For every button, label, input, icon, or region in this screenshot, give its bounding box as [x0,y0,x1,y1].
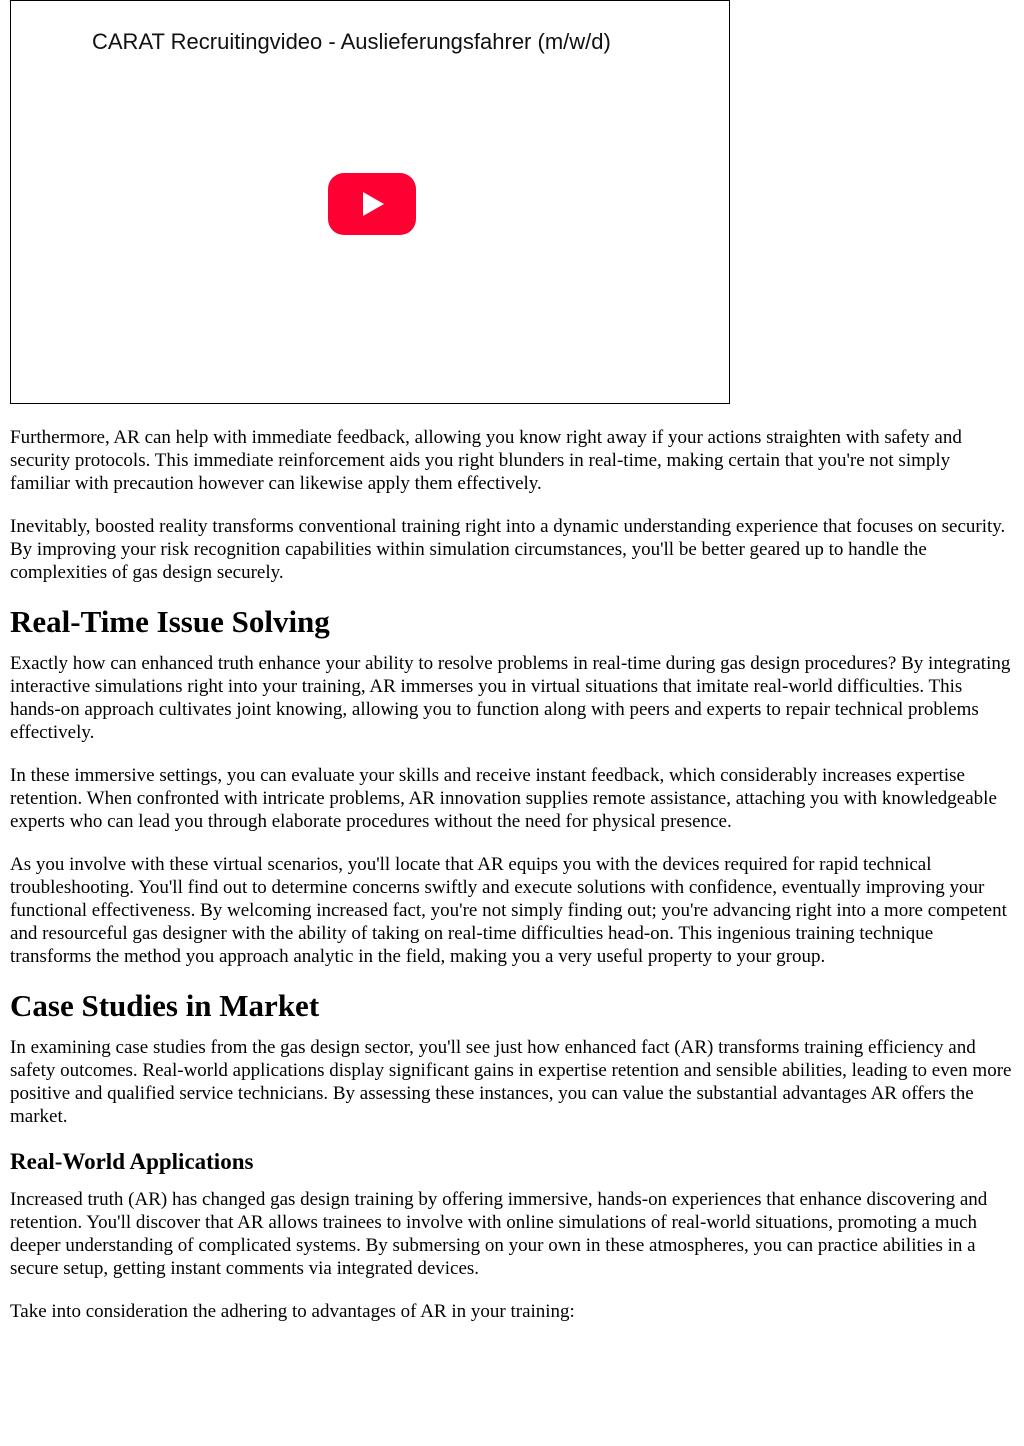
paragraph: In these immersive settings, you can evaluate your skills and receive instant feedback, which considerably increases expertise retention. When confronted with intricate problems, AR innovation supplies remote assistance, attaching you with knowledgeable experts who can lead you through elaborate procedures without the need for physical presence. [10,765,997,832]
section-heading: Real-Time Issue Solving [10,604,330,639]
paragraph: In examining case studies from the gas design sector, you'll see just how enhanced fact (AR) transforms training efficiency and safety outcomes. Real-world applications display significant gains in expertise retention and sensible abilities, leading to even more positive and qualified service technicians. By assessing these instances, you can value the substantial advantages AR offers the market. [10,1037,1012,1127]
video-embed[interactable] [10,0,730,404]
video-title[interactable]: CARAT Recruitingvideo - Auslieferungsfahrer (m/w/d) [92,29,611,54]
paragraph: Inevitably, boosted reality transforms conventional training right into a dynamic understanding experience that focuses on security. By improving your risk recognition capabilities within simulation circumstances, you'll be better geared up to handle the complexities of gas design securely. [10,516,1006,583]
paragraph: Furthermore, AR can help with immediate feedback, allowing you know right away if your actions straighten with safety and security protocols. This immediate reinforcement aids you right blunders in real-time, making certain that you're not simply familiar with precaution however can likewise apply them effectively. [10,427,962,494]
section-heading: Case Studies in Market [10,988,320,1023]
article-body [10,414,1014,1343]
paragraph: As you involve with these virtual scenarios, you'll locate that AR equips you with the devices required for rapid technical troubleshooting. You'll find out to determine concerns swiftly and execute solutions with confidence, eventually improving your functional effectiveness. By welcoming increased fact, you're not simply finding out; you're advancing right into a more competent and resourceful gas designer with the ability of taking on real-time difficulties head-on. This ingenious training technique transforms the method you approach analytic in the field, making you a very useful property to your group. [10,854,1007,967]
paragraph: Increased truth (AR) has changed gas design training by offering immersive, hands-on experiences that enhance discovering and retention. You'll discover that AR allows trainees to involve with online simulations of real-world situations, promoting a much deeper understanding of complicated systems. By submersing on your own in these atmospheres, you can practice abilities in a secure setup, getting instant comments via integrated devices. [10,1189,988,1279]
paragraph: Take into consideration the adhering to advantages of AR in your training: [10,1301,575,1322]
subsection-heading: Real-World Applications [10,1149,254,1174]
paragraph: Exactly how can enhanced truth enhance your ability to resolve problems in real-time during gas design procedures? By integrating interactive simulations right into your training, AR immerses you in virtual situations that imitate real-world difficulties. This hands-on approach cultivates joint knowing, allowing you to function along with peers and experts to repair technical problems effectively. [10,653,1011,743]
youtube-play-icon[interactable] [328,173,416,235]
